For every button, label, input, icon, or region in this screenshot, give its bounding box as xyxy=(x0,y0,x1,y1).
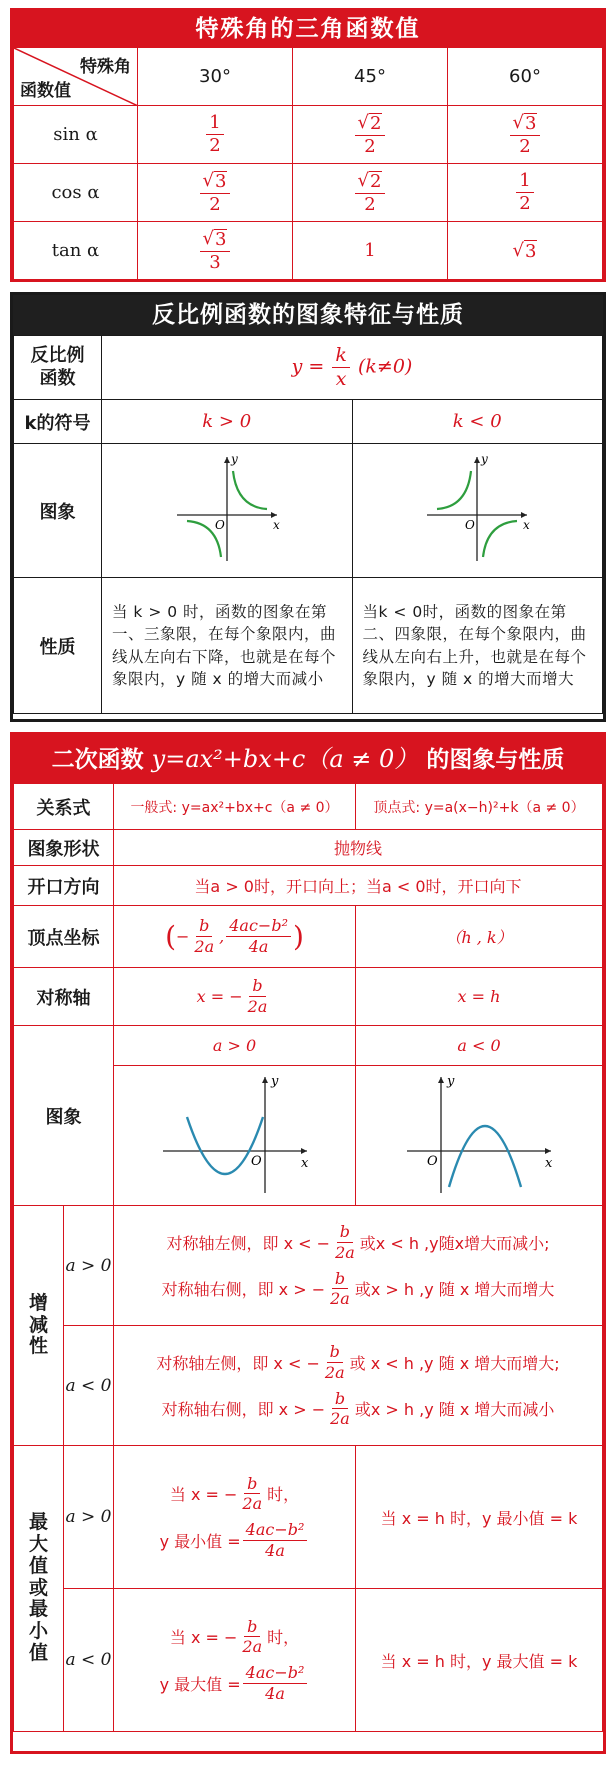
quadratic-title: 二次函数 y=ax²+bx+c（a ≠ 0） 的图象与性质 xyxy=(13,735,603,783)
mono-neg-text: 对称轴左侧，即 x < − $\frac{b}{2a}$ 或 x < h ,y 随 x 增大而增大; 对称轴右侧，即 x > − $\frac{b}{2a}$ 或x > h ,y 随 x 增大而减小 xyxy=(114,1326,603,1446)
extreme-pos-label: a > 0 xyxy=(64,1446,114,1589)
sin30-value: $\frac{1}{2}$ xyxy=(138,106,293,164)
parabola-up-cell xyxy=(114,1066,356,1206)
svg-text:y: y xyxy=(270,1073,278,1089)
svg-text:y: y xyxy=(447,1073,455,1089)
sin60-value: √ 3 2 xyxy=(448,106,603,164)
row-label-vertex: 顶点坐标 xyxy=(14,906,114,968)
inverse-formula: y = $\frac{k}{x}$ (k≠0) xyxy=(102,336,603,400)
general-form: 一般式: y=ax²+bx+c（a ≠ 0） xyxy=(114,784,356,830)
graph-header-negative: a < 0 xyxy=(356,1026,603,1066)
tan30-value: √ 3 3 xyxy=(138,222,293,280)
svg-text:x: x xyxy=(300,1155,308,1171)
inverse-title: 反比例函数的图象特征与性质 xyxy=(13,295,603,335)
row-label-sin: sin α xyxy=(14,106,138,164)
inverse-function-panel xyxy=(10,292,606,722)
angle-header-30: 30° xyxy=(138,48,293,106)
extreme-neg-label: a < 0 xyxy=(64,1589,114,1732)
svg-text:O: O xyxy=(465,517,476,532)
trig-values-panel xyxy=(10,8,606,282)
sign-positive: k > 0 xyxy=(102,400,353,444)
cos60-value: $\frac{1}{2}$ xyxy=(448,164,603,222)
svg-text:y: y xyxy=(481,451,489,466)
svg-text:O: O xyxy=(214,517,225,532)
trig-table xyxy=(13,47,603,280)
trig-title: 特殊角的三角函数值 xyxy=(13,11,603,47)
row-label-monotonicity: 增减性 xyxy=(14,1206,64,1446)
extreme-neg-vertex: 当 x = h 时，y 最大值 = k xyxy=(356,1589,603,1732)
graph-k-negative xyxy=(352,444,603,578)
corner-cell xyxy=(14,48,138,106)
hyperbola-k-positive-graph xyxy=(167,449,287,569)
row-label-property: 性质 xyxy=(14,578,102,714)
angle-header-60: 60° xyxy=(448,48,603,106)
angle-header-45: 45° xyxy=(293,48,448,106)
svg-text:x: x xyxy=(523,517,531,532)
parabola-opening-up-graph xyxy=(155,1069,315,1199)
row-label-shape: 图象形状 xyxy=(14,830,114,866)
cos45-value: √ 2 2 xyxy=(293,164,448,222)
tan60-value: √ 3 xyxy=(448,222,603,280)
extreme-neg-general: 当 x = − $\frac{b}{2a}$ 时， y 最大值 = $\frac{\text{4ac−b²}}{4a}$ xyxy=(114,1589,356,1732)
inverse-table xyxy=(13,335,603,714)
row-label-tan: tan α xyxy=(14,222,138,280)
cos30-value: √ 3 2 xyxy=(138,164,293,222)
property-k-positive: 当 k > 0 时，函数的图象在第一、三象限，在每个象限内，曲线从左向右下降，也就是在每个象限内，y 随 x 的增大而减小 xyxy=(102,578,353,714)
row-label-relation: 关系式 xyxy=(14,784,114,830)
hyperbola-k-negative-graph xyxy=(417,449,537,569)
quadratic-function-panel xyxy=(10,732,606,1754)
row-label-opening: 开口方向 xyxy=(14,866,114,906)
sin45-value: √ 2 2 xyxy=(293,106,448,164)
row-label-cos: cos α xyxy=(14,164,138,222)
sign-negative: k < 0 xyxy=(352,400,603,444)
mono-neg-label: a < 0 xyxy=(64,1326,114,1446)
row-label-graph: 图象 xyxy=(14,444,102,578)
corner-bottom-label: 函数值 xyxy=(20,81,71,101)
graph-k-positive xyxy=(102,444,353,578)
axis-general: x = − $\frac{b}{2a}$ xyxy=(114,968,356,1026)
svg-text:O: O xyxy=(427,1153,438,1169)
row-label-graph: 图象 xyxy=(14,1026,114,1206)
row-label-extreme: 最大值或最小值 xyxy=(14,1446,64,1732)
corner-top-label: 特殊角 xyxy=(80,57,131,77)
axis-vertex-form: x = h xyxy=(356,968,603,1026)
row-label-sign: k的符号 xyxy=(14,400,102,444)
vertex-form: 顶点式: y=a(x−h)²+k（a ≠ 0） xyxy=(356,784,603,830)
svg-text:x: x xyxy=(272,517,280,532)
opening-value: 当a > 0时，开口向上；当a < 0时，开口向下 xyxy=(114,866,603,906)
quadratic-table xyxy=(13,783,603,1732)
vertex-coord-vertex-form: （h , k） xyxy=(356,906,603,968)
extreme-pos-general: 当 x = − $\frac{b}{2a}$ 时， y 最小值 = $\frac{\text{4ac−b²}}{4a}$ xyxy=(114,1446,356,1589)
svg-text:O: O xyxy=(250,1153,262,1169)
parabola-opening-down-graph xyxy=(399,1069,559,1199)
mono-pos-text: 对称轴左侧，即 x < − $\frac{b}{2a}$ 或x < h ,y随x增大而减小; 对称轴右侧，即 x > − $\frac{b}{2a}$ 或x > h ,y 随 x 增大而增大 xyxy=(114,1206,603,1326)
parabola-down-cell xyxy=(356,1066,603,1206)
mono-pos-label: a > 0 xyxy=(64,1206,114,1326)
vertex-coord-general: ( − $\frac{b}{2a}$ , $\frac{\text{4ac−b²}}{4a}$ ) xyxy=(114,906,356,968)
property-k-negative: 当k < 0时，函数的图象在第二、四象限，在每个象限内，曲线从左向右上升，也就是在每个象限内，y 随 x 的增大而增大 xyxy=(352,578,603,714)
svg-text:y: y xyxy=(230,451,238,466)
row-label-function: 反比例函数 xyxy=(14,336,102,400)
shape-value: 抛物线 xyxy=(114,830,603,866)
tan45-value: 1 xyxy=(293,222,448,280)
row-label-axis: 对称轴 xyxy=(14,968,114,1026)
extreme-pos-vertex: 当 x = h 时，y 最小值 = k xyxy=(356,1446,603,1589)
svg-text:x: x xyxy=(545,1155,553,1171)
graph-header-positive: a > 0 xyxy=(114,1026,356,1066)
